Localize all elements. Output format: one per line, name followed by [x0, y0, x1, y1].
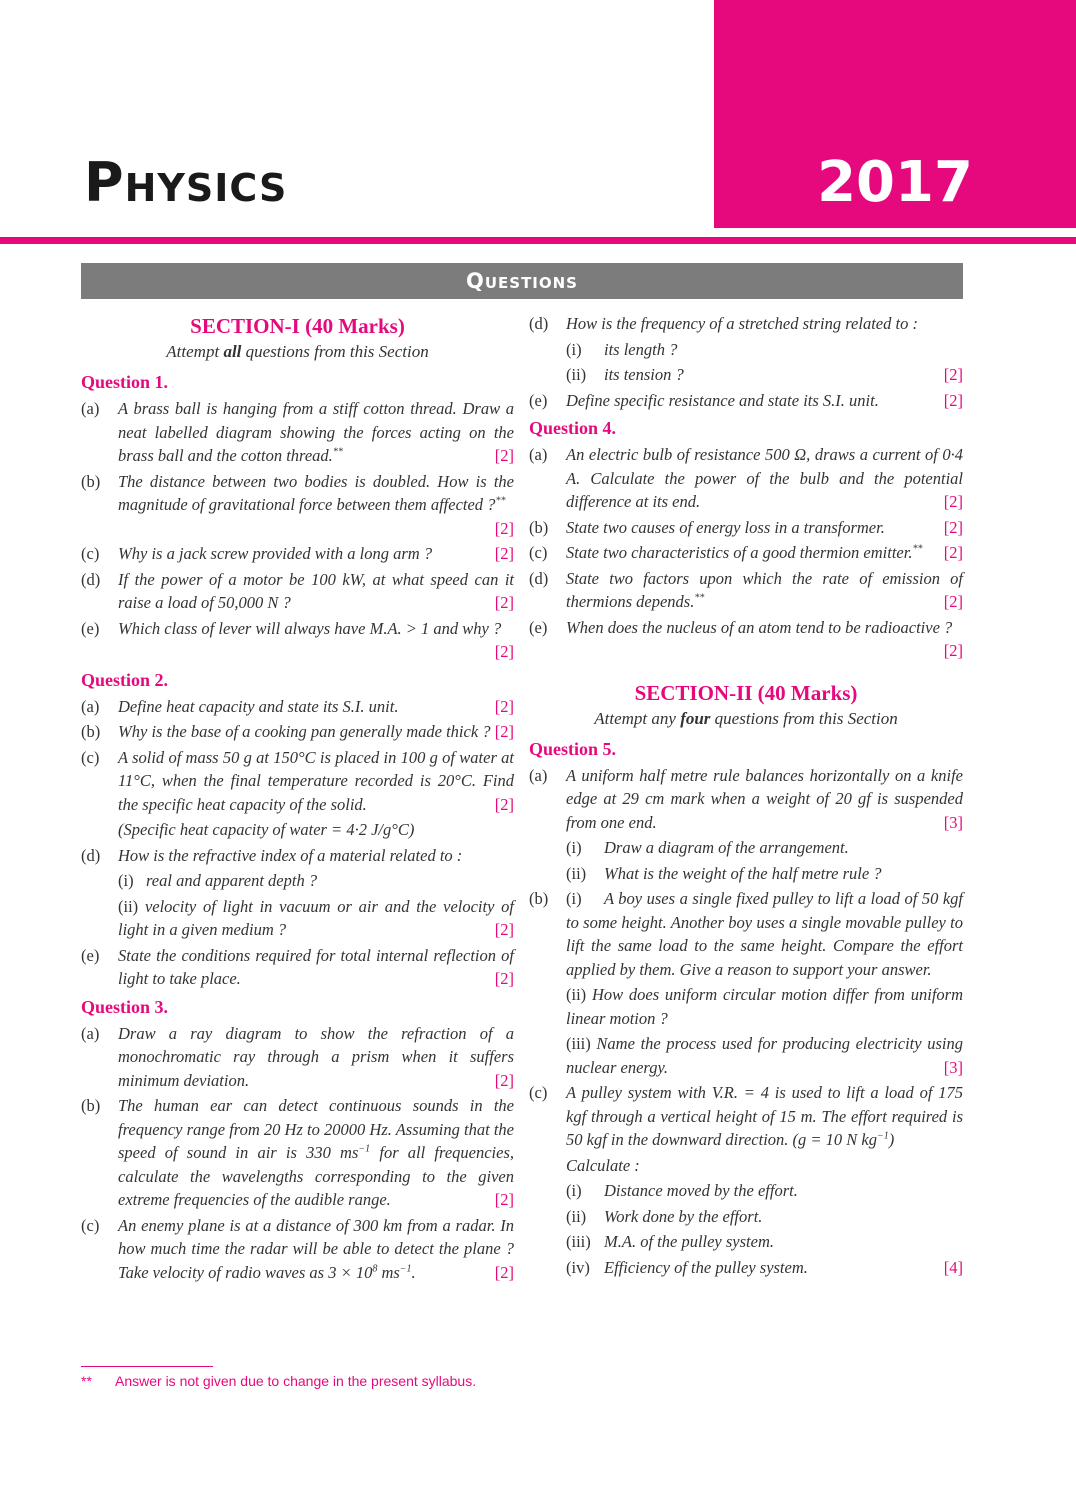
q3-part-e: (e) Define specific resistance and state its S.I. unit. [2]	[529, 390, 963, 410]
q4-part-b: (b) State two causes of energy loss in a transformer. [2]	[529, 517, 963, 537]
q3-part-a: (a) Draw a ray diagram to show the refraction of a monochromatic ray through a prism when it suffers minimum deviation. [2]	[81, 1023, 514, 1090]
q5-part-b-ii: (ii) How does uniform circular motion differ from uniform linear motion ?	[566, 985, 963, 1028]
q2-part-b: (b) Why is the base of a cooking pan generally made thick ? [2]	[81, 722, 514, 741]
right-column	[529, 312, 963, 1281]
q2-part-c-note: (Specific heat capacity of water = 4·2 J/g°C)	[118, 820, 415, 839]
q3-part-b: (b) The human ear can detect continuous sounds in the frequency range from 20 Hz to 20000 Hz. Assuming that the speed of sound in air is 330 $ms^{-1}$ for all frequencies, calculate the wavelengths corresponding to the given extreme frequencies of the audible range. [2]	[81, 1096, 514, 1209]
question-1-heading: Question 1.	[81, 372, 169, 392]
section1-title: SECTION-I (40 Marks)	[190, 314, 405, 338]
q5-part-c-ii: (ii) Work done by the effort.	[566, 1206, 763, 1226]
q5-part-c-i: (i) Distance moved by the effort.	[566, 1181, 798, 1200]
section1-instructions: Attempt all questions from this Section	[166, 342, 429, 361]
q5-part-b-i: (b) (i) A boy uses a single fixed pulley to lift a load of 50 kgf to some height. Another boy uses a single movable pulley to lift the same load to the same height. Compare the effort applied by them. Give a reason to support your answer.	[529, 889, 963, 979]
q5-part-b-iii: (iii) Name the process used for producing electricity using nuclear energy. [3]	[566, 1034, 963, 1077]
q3-part-d-ii: (ii) its tension ? [2]	[566, 365, 963, 384]
q1-part-a: (a) A brass ball is hanging from a stiff cotton thread. Draw a neat labelled diagram showing the forces acting on the brass ball and the cotton thread.** [2]	[81, 399, 514, 465]
q2-part-e: (e) State the conditions required for total internal reflection of light to take place. [2]	[81, 945, 514, 988]
q1-part-d: (d) If the power of a motor be 100 kW, at what speed can it raise a load of 50,000 N ? [2]	[81, 569, 514, 612]
q5-part-a-i: (i) Draw a diagram of the arrangement.	[566, 838, 849, 857]
q2-part-d-ii: (ii) velocity of light in vacuum or air and the velocity of light in a given medium ? [2]	[118, 896, 515, 939]
questions-banner-label: Questions	[465, 269, 578, 293]
q3-part-d-i: (i) its length ?	[566, 339, 678, 359]
q5-part-c-calculate: Calculate :	[566, 1155, 640, 1175]
q4-part-c: (c) State two characteristics of a good thermion emitter.** [2]	[529, 543, 963, 562]
q2-part-d: (d) How is the refractive index of a material related to :	[81, 845, 463, 865]
footnote: ** Answer is not given due to change in the present syllabus.	[81, 1373, 477, 1389]
q2-part-c: (c) A solid of mass 50 g at 150°C is placed in 100 g of water at 11°C, when the final temperature recorded is 20°C. Find the specific heat capacity of the solid. [2]	[81, 747, 514, 814]
left-column	[81, 312, 514, 1286]
question-5-heading: Question 5.	[529, 738, 617, 759]
q3-part-c: (c) An enemy plane is at a distance of 300 km from a radar. In how much time the radar will be able to detect the plane ? Take velocity of radio waves as $3 \times 10^8$ $ms^{-1}$. [2]	[81, 1215, 514, 1282]
exam-year: 2017	[817, 150, 973, 215]
question-3-heading: Question 3.	[81, 996, 169, 1017]
q1-part-c: (c) Why is a jack screw provided with a long arm ? [2]	[81, 544, 514, 563]
question-2-heading: Question 2.	[81, 669, 169, 690]
footnote-rule	[81, 1366, 213, 1367]
q1-part-b: (b) The distance between two bodies is doubled. How is the magnitude of gravitational force between them affected ?** [2]	[81, 471, 514, 538]
questions-banner	[81, 263, 963, 299]
q5-part-c-iii: (iii) M.A. of the pulley system.	[566, 1232, 774, 1251]
q5-part-c: (c) A pulley system with V.R. = 4 is used to lift a load of 175 kgf through a vertical height of 15 m. The effort required is 50 kgf in the downward direction. (g = 10 N $kg^{-1}$)	[529, 1083, 963, 1149]
q2-part-a: (a) Define heat capacity and state its S.I. unit. [2]	[81, 696, 514, 716]
question-4-heading: Question 4.	[529, 418, 617, 438]
subject-title: Physics	[84, 151, 288, 214]
q5-part-a: (a) A uniform half metre rule balances horizontally on a knife edge at 29 cm mark when a weight of 20 gf is suspended from one end. [3]	[529, 765, 963, 832]
q5-part-a-ii: (ii) What is the weight of the half metre rule ?	[566, 863, 882, 883]
q1-part-e: (e) Which class of lever will always have M.A. > 1 and why ? [2]	[81, 618, 514, 661]
section2-title: SECTION-II (40 Marks)	[634, 680, 858, 705]
q5-part-c-iv: (iv) Efficiency of the pulley system. [4]	[566, 1257, 963, 1277]
q3-part-d: (d) How is the frequency of a stretched string related to :	[529, 314, 918, 333]
header-divider	[0, 237, 1076, 244]
q4-part-d: (d) State two factors upon which the rate of emission of thermions depends.** [2]	[529, 568, 963, 611]
q4-part-e: (e) When does the nucleus of an atom tend to be radioactive ? [2]	[529, 617, 963, 660]
q2-part-d-i: (i) real and apparent depth ?	[118, 871, 318, 890]
q4-part-a: (a) An electric bulb of resistance 500 Ω, draws a current of 0·4 A. Calculate the power of the bulb and the potential difference at its end. [2]	[529, 445, 963, 511]
section2-instructions: Attempt any four questions from this Section	[594, 708, 898, 728]
